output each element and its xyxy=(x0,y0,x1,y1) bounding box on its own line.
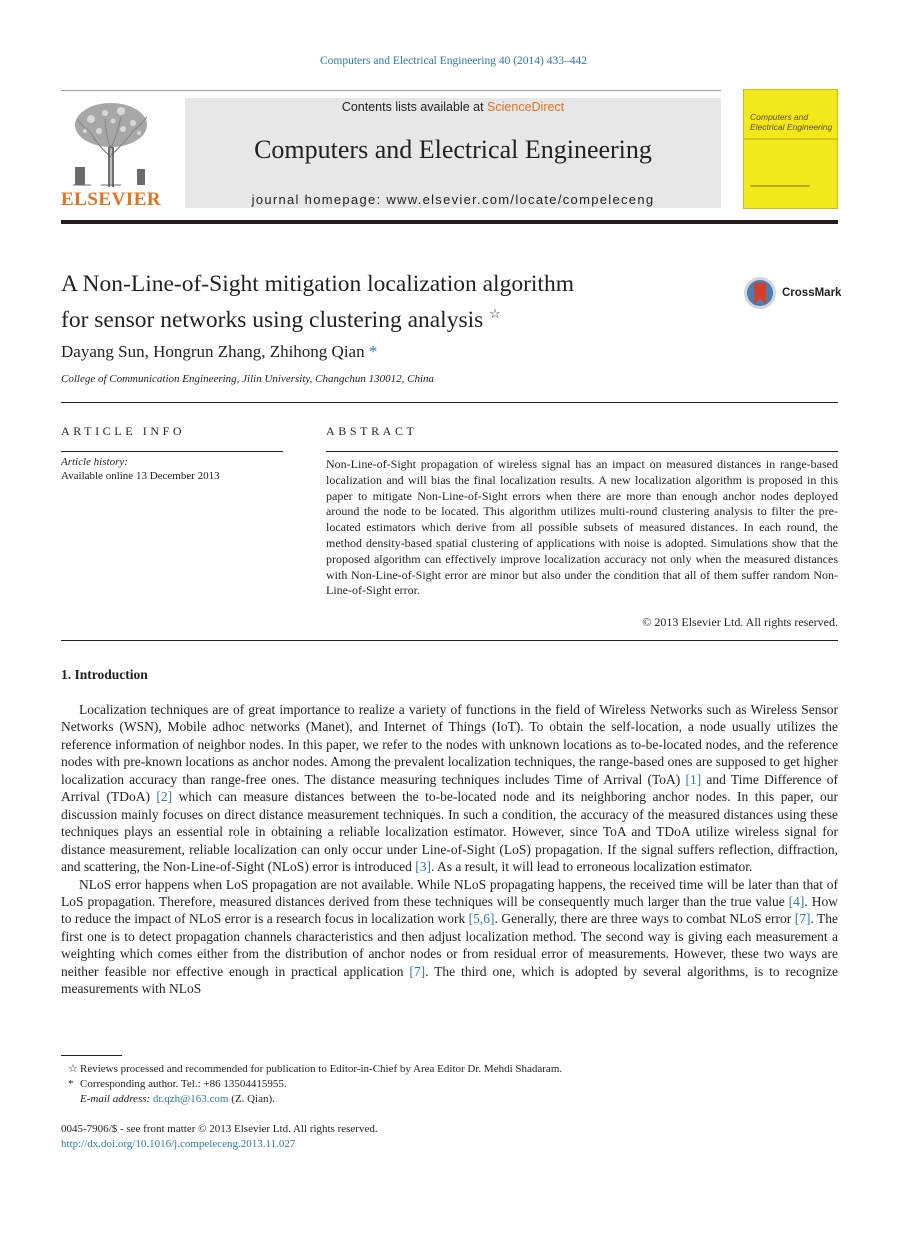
elsevier-tree-icon xyxy=(61,97,161,189)
divider xyxy=(61,402,838,403)
cover-title: Computers and Electrical Engineering xyxy=(750,112,833,132)
abstract-copyright: © 2013 Elsevier Ltd. All rights reserved. xyxy=(642,615,838,629)
text-run: and Time Difference of Arrival (TDoA) xyxy=(61,771,838,805)
abstract-text: Non-Line-of-Sight propagation of wireless signal has an impact on measured distances in range-based localization and will bias the final localization results. A new localization algorithm is proposed in this paper to mitigate Non-Line-of-Sight errors when there are more than enough anchor nodes deployed around the node to be located. This algorithm utilizes multi-round clustering analysis to filter the pre-located estimators which derive from all possible subsets of measured distances. In each round, the method density-based spatial clustering of applications with noise is adopted. Simulations show that the proposed algorithm can effectively improve localization accuracy not only when the measured distances with Non-Line-of-Sight error are minor but also under the condition that all of them suffer random Non-Line-of-Sight error. xyxy=(326,457,838,598)
text-run: NLoS error happens when LoS propagation are not available. While NLoS propagating happens, the received time will be later than that of LoS propagation. Therefore, measured distances derived from these techniques will be consequently much larger than the true value xyxy=(61,876,838,909)
front-matter xyxy=(61,1122,378,1152)
corresponding-author-mark[interactable]: * xyxy=(368,342,378,361)
cover-stripe xyxy=(744,138,837,140)
masthead-bottom-rule xyxy=(61,220,838,224)
crossmark-label: CrossMark xyxy=(782,287,842,299)
divider xyxy=(61,640,838,641)
author-list xyxy=(61,342,377,362)
paragraph xyxy=(61,701,838,876)
text-run: . The first one is to detect propagation channels characteristics and then adjust localization method. The second way is giving each measurement a weighting which comes either from the distribution of anchor nodes or from residual error of measurements. However, these two ways are neither feasible nor effective enough in practical application xyxy=(61,911,838,979)
email-suffix: (Z. Qian). xyxy=(228,1093,275,1105)
abstract-rule xyxy=(326,451,838,452)
body-text xyxy=(61,701,838,998)
history-label: Article history: xyxy=(61,456,128,468)
masthead-top-rule xyxy=(61,90,721,91)
citation-link[interactable]: [7] xyxy=(794,911,811,927)
citation-link[interactable]: [1] xyxy=(685,771,702,787)
text-run: . Generally, there are three ways to combat NLoS error xyxy=(494,911,795,927)
article-title xyxy=(61,270,701,335)
paragraph xyxy=(61,876,838,998)
citation-link[interactable]: [5,6] xyxy=(468,911,495,927)
journal-cover-thumbnail[interactable] xyxy=(743,89,838,209)
text-run: . The third one, which is adopted by several algorithms, is to recognize measurements with NLoS xyxy=(61,963,839,997)
title-line-2: for sensor networks using clustering analysis xyxy=(61,306,484,333)
contents-line xyxy=(185,100,721,114)
sciencedirect-link[interactable]: ScienceDirect xyxy=(487,100,565,114)
section-heading: 1. Introduction xyxy=(61,667,148,682)
cover-line xyxy=(750,185,810,187)
crossmark-icon xyxy=(743,276,777,310)
footnote-text: Corresponding author. Tel.: +86 13504415955. xyxy=(80,1078,287,1090)
text-run: . As a result, it will lead to erroneous localization estimator. xyxy=(431,859,753,875)
citation-link[interactable]: [2] xyxy=(156,789,173,805)
email-label: E-mail address: xyxy=(80,1093,151,1105)
text-run: . How to reduce the impact of NLoS error is a research focus in localization work xyxy=(61,893,838,927)
authors-names: Dayang Sun, Hongrun Zhang, Zhihong Qian xyxy=(61,342,365,361)
abstract-heading: ABSTRACT xyxy=(326,424,418,438)
elsevier-logo[interactable] xyxy=(61,97,161,209)
history-value: Available online 13 December 2013 xyxy=(61,470,220,482)
title-footnote-mark[interactable]: ☆ xyxy=(489,306,501,321)
text-run: Localization techniques are of great importance to realize a variety of functions in the field of Wireless Networks such as Wireless Sensor Networks (WSN), Mobile adhoc networks (Manet), and Internet of Things (IoT). To obtain the self-location, a node usually utilizes the reference information of neighbor nodes. In this paper, we refer to the nodes with unknown locations as to-be-located nodes, and the reference nodes with pre-known locations as anchor nodes. Among the prevalent localization techniques, the range-based ones are supposed to get higher localization accuracy than range-free ones. The distance measuring techniques includes Time of Arrival (ToA) xyxy=(61,702,838,787)
citation-link[interactable]: [4] xyxy=(788,893,805,909)
journal-name: Computers and Electrical Engineering xyxy=(254,135,652,164)
footnote-text: Reviews processed and recommended for publication to Editor-in-Chief by Area Editor Dr. Mehdi Shadaram. xyxy=(80,1063,563,1075)
elsevier-wordmark: ELSEVIER xyxy=(61,189,162,210)
footnote-mark: * xyxy=(68,1078,74,1090)
crossmark-badge[interactable] xyxy=(743,276,863,312)
article-info-rule xyxy=(61,451,283,452)
footnote xyxy=(61,1077,838,1092)
email-link[interactable]: dr.qzh@163.com xyxy=(152,1093,229,1105)
citation-link[interactable]: [7] xyxy=(409,963,426,979)
footnotes xyxy=(61,1062,838,1107)
contents-prefix: Contents lists available at xyxy=(341,100,488,114)
text-run: which can measure distances between the to-be-located node and its neighboring anchor nodes. In this paper, our discussion mainly focuses on direct distance measurement techniques. In such a condition, the accuracy of the measured distances using these techniques plays an essential role in obtaining a reliable localization estimator. However, since ToA and TDoA utilize wireless signal for distance measurement, reliable localization can only occur under Line-of-Sight (LoS) propagation. If the signal suffers reflection, diffraction, and scattering, the Non-Line-of-Sight (NLoS) error is introduced xyxy=(61,789,838,875)
affiliation: College of Communication Engineering, Jilin University, Changchun 130012, China xyxy=(61,373,435,385)
footnote-rule xyxy=(61,1055,122,1056)
title-line-1: A Non-Line-of-Sight mitigation localization algorithm xyxy=(61,271,574,297)
journal-homepage[interactable]: journal homepage: www.elsevier.com/locate/compeleceng xyxy=(251,192,655,207)
footnote-mark: ☆ xyxy=(68,1063,78,1075)
doi-link[interactable]: http://dx.doi.org/10.1016/j.compeleceng.2013.11.027 xyxy=(61,1138,296,1150)
article-info-heading: ARTICLE INFO xyxy=(61,424,186,438)
footnote xyxy=(61,1062,838,1077)
citation-link[interactable]: [3] xyxy=(415,859,432,875)
footnote xyxy=(61,1092,838,1107)
journal-citation[interactable]: Computers and Electrical Engineering 40 (2014) 433–442 xyxy=(320,55,587,67)
issn-line: 0045-7906/$ - see front matter © 2013 Elsevier Ltd. All rights reserved. xyxy=(61,1123,378,1135)
